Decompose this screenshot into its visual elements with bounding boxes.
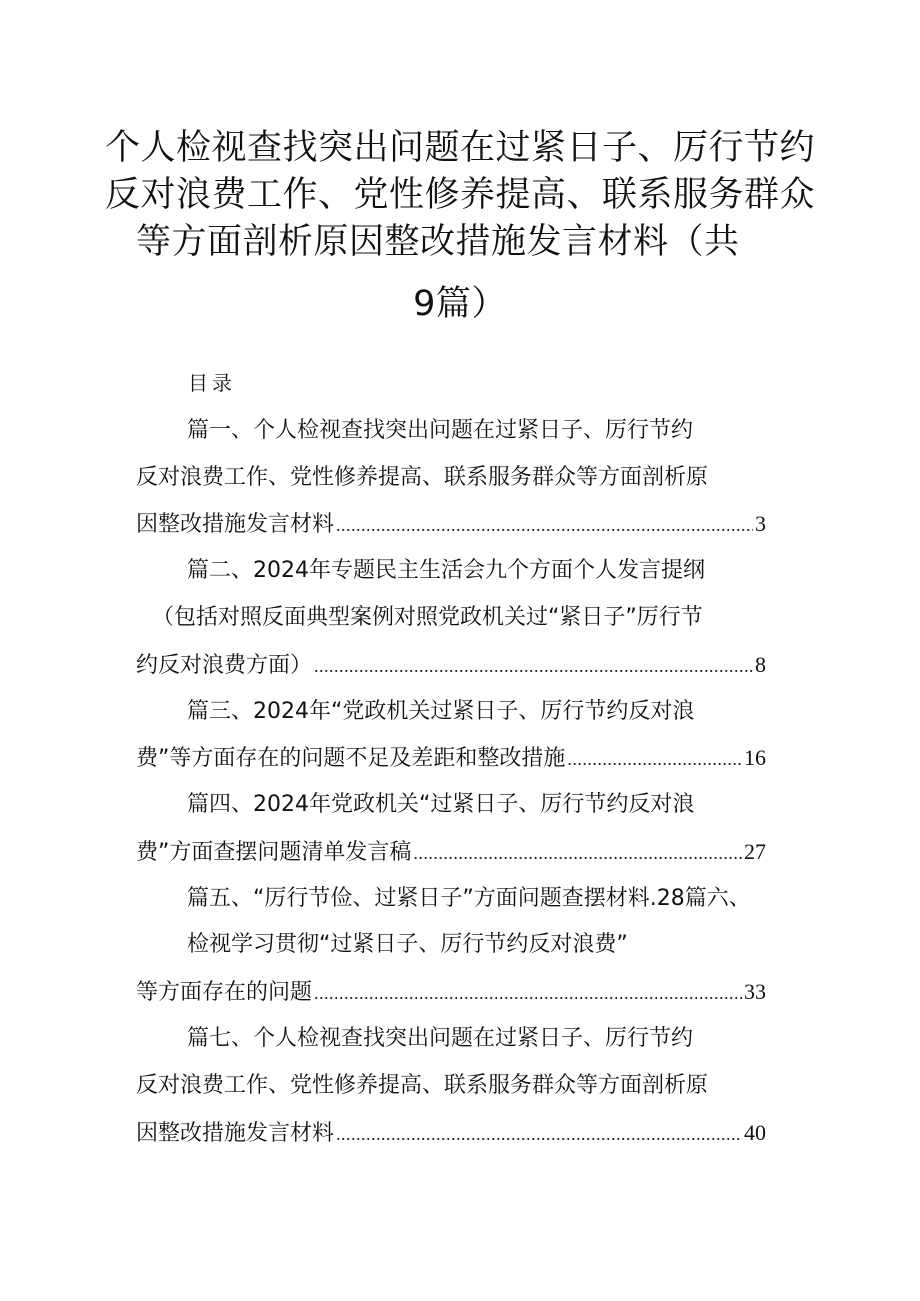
toc-entry-last-line (136, 650, 766, 681)
toc-entry-text: 篇三、2024年“党政机关过紧日子、厉行节约反对浪 (187, 699, 695, 724)
toc-entry-text: 反对浪费工作、党性修养提高、联系服务群众等方面剖析原 (136, 465, 709, 490)
toc-entry-last-line (136, 1118, 766, 1149)
toc-entry-text: 篇七、个人检视查找突出问题在过紧日子、厉行节约 (187, 1026, 694, 1051)
dot-leader (314, 651, 753, 681)
toc-heading: 目录 (188, 371, 236, 395)
title-line-1: 个人检视查找突出问题在过紧日子、厉行节约 (104, 128, 815, 168)
toc-page-number: 8 (755, 652, 766, 677)
toc-entry-text: 等方面存在的问题 (136, 980, 313, 1005)
dot-leader (336, 1119, 742, 1149)
toc-entry-last-line (136, 509, 766, 540)
toc-page-number: 3 (755, 511, 766, 536)
toc-entry-text: 因整改措施发言材料 (136, 512, 335, 537)
toc-entry-text: 检视学习贯彻“过紧日子、厉行节约反对浪费” (187, 932, 628, 957)
toc-entry-text: 费”方面查摆问题清单发言稿 (136, 840, 412, 865)
toc-entry-text: 约反对浪费方面） (136, 653, 313, 678)
toc-page-number: 33 (744, 979, 766, 1004)
toc-entry-text: 篇五、“厉行节俭、过紧日子”方面问题查摆材料.28篇六、 (187, 886, 751, 911)
toc-entry-last-line (136, 977, 766, 1008)
toc-page-number: 16 (744, 745, 766, 770)
dot-leader (314, 978, 742, 1008)
title-line-3: 等方面剖析原因整改措施发言材料（共 (136, 222, 740, 262)
toc-entry-text: 反对浪费工作、党性修养提高、联系服务群众等方面剖析原 (136, 1073, 709, 1098)
toc-entry-last-line (136, 743, 766, 774)
toc-page-number: 40 (744, 1120, 766, 1145)
toc-page-number: 27 (744, 839, 766, 864)
dot-leader (413, 838, 742, 868)
dot-leader (336, 510, 753, 540)
toc-entry-text: 篇二、2024年专题民主生活会九个方面个人发言提纲 (187, 558, 705, 583)
toc-entry-text: （包括对照反面典型案例对照党政机关过“紧日子”厉行节 (152, 605, 703, 630)
toc-entry-text: 费”等方面存在的问题不足及差距和整改措施 (136, 746, 566, 771)
toc-entry-text: 篇一、个人检视查找突出问题在过紧日子、厉行节约 (187, 418, 694, 443)
toc-entry-text: 因整改措施发言材料 (136, 1121, 335, 1146)
title-line-2: 反对浪费工作、党性修养提高、联系服务群众 (104, 175, 815, 215)
toc-entry-last-line (136, 837, 766, 868)
dot-leader (567, 744, 742, 774)
toc-entry-text: 篇四、2024年党政机关“过紧日子、厉行节约反对浪 (187, 792, 695, 817)
title-line-4: 9篇） (413, 284, 507, 324)
